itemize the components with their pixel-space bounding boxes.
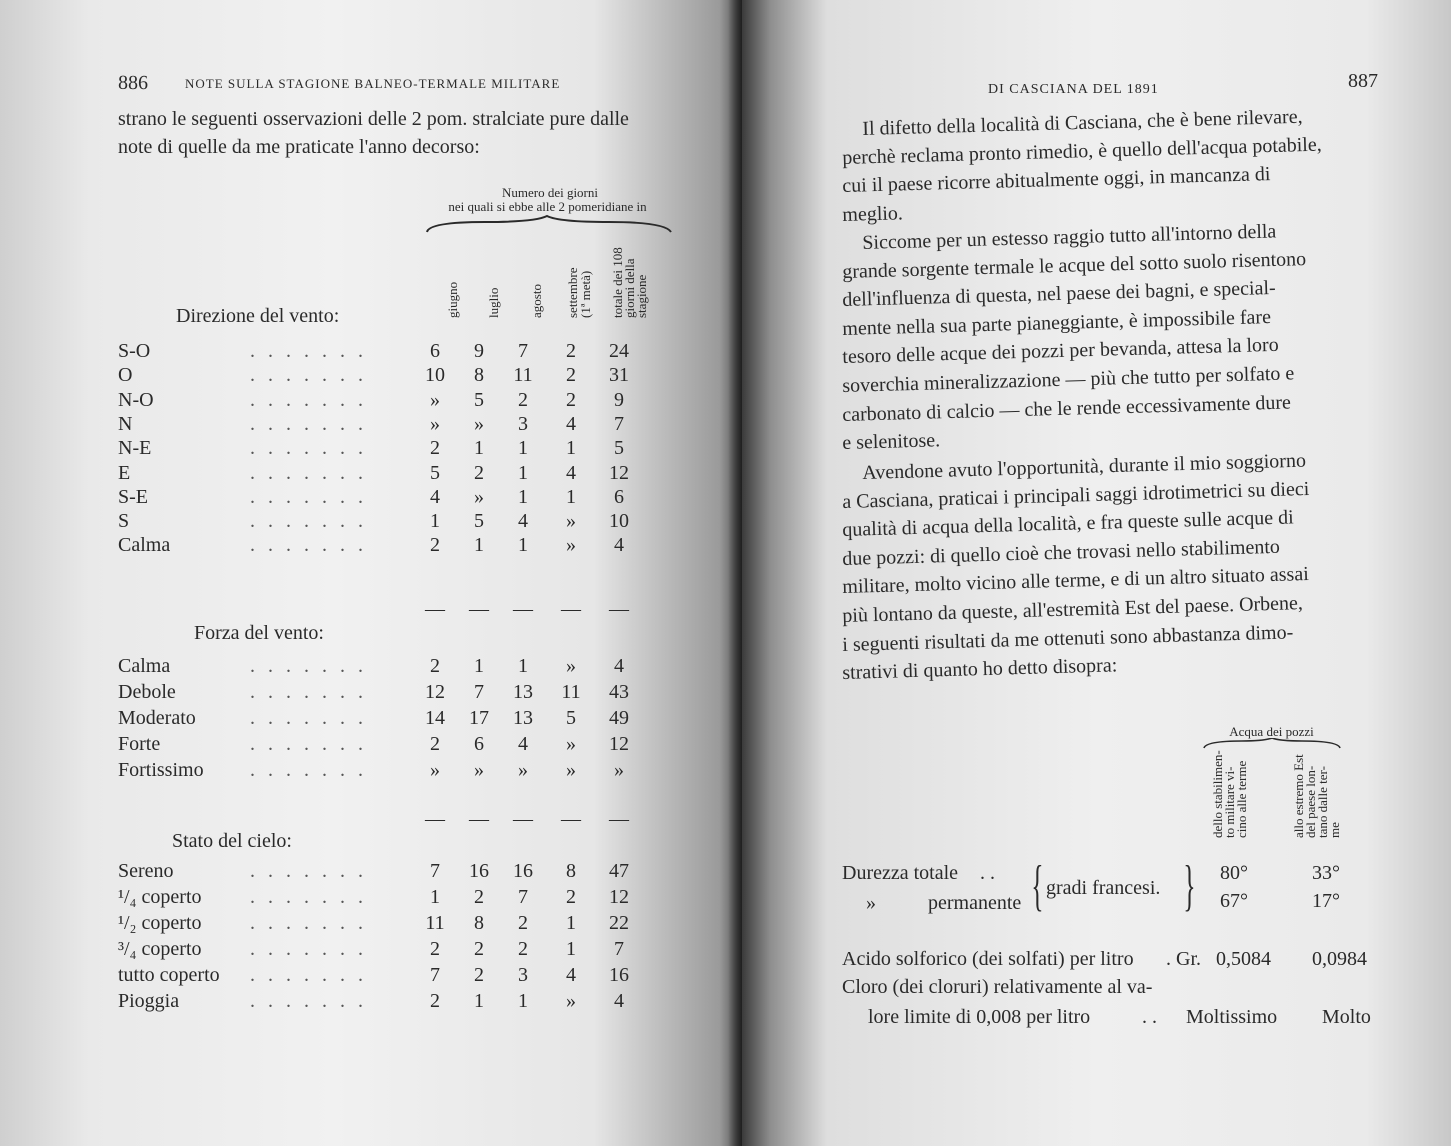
table-cell: 7 [518, 340, 528, 362]
acido-value-1: 0,5084 [1216, 948, 1271, 970]
leader-dots: . . . . . . . [250, 886, 367, 908]
paragraph-line: tesoro delle acque dei pozzi per bevanda, attesa la loro [842, 334, 1279, 369]
row-label: ³/₄ coperto [118, 938, 202, 960]
table-cell: 3 [518, 964, 528, 986]
table-cell: 2 [430, 733, 440, 755]
table-cell: 1 [474, 534, 484, 557]
paragraph-line: dell'influenza di questa, nel paese dei bagni, e special- [842, 277, 1276, 312]
table-cell: 2 [474, 886, 484, 908]
leader-dots: . . . . . . . [250, 412, 367, 435]
leader-dots: . . . . . . . [250, 733, 367, 755]
table-cell: 2 [566, 886, 576, 908]
table-cell: 4 [614, 534, 624, 557]
table-cell: 1 [518, 485, 528, 508]
table-cell: 2 [518, 912, 528, 934]
row-label: Calma [118, 655, 171, 677]
leader-dots: . . . . . . . [250, 990, 367, 1012]
cloro-label-line1: Cloro (dei cloruri) relativamente al va- [842, 976, 1153, 998]
table-cell: 1 [518, 461, 528, 484]
table-cell: » [474, 759, 484, 781]
paragraph-line: cui il paese ricorre abitualmente oggi, in mancanza di [842, 163, 1271, 198]
section-title: Forza del vento: [194, 622, 324, 644]
leader-dots: . . . . . . . [250, 860, 367, 882]
durezza-permanente-prefix: » [866, 892, 876, 914]
section-title: Direzione del vento: [176, 305, 340, 327]
table-cell: 43 [609, 681, 629, 703]
leader-dots: . . . . . . . [250, 388, 367, 411]
cloro-dots: . . [1142, 1006, 1157, 1028]
paragraph-line: perchè reclama pronto rimedio, è quello dell'acqua potabile, [842, 133, 1322, 169]
table-cell: » [566, 510, 576, 533]
separator-dash: — [561, 598, 581, 620]
leader-dots: . . . . . . . [250, 364, 367, 387]
row-label: Debole [118, 681, 176, 703]
table-cell: 22 [609, 912, 629, 934]
table-cell: 2 [566, 340, 576, 362]
table-cell: 16 [609, 964, 629, 986]
table-cell: 1 [430, 510, 440, 533]
row-label: Fortissimo [118, 759, 204, 781]
durezza-permanente-value-2: 17° [1312, 890, 1340, 912]
table-cell: 5 [430, 461, 440, 484]
leader-dots: . . . . . . . [250, 759, 367, 781]
left-brace: { [1031, 855, 1044, 917]
intro-line-1: strano le seguenti osservazioni delle 2 pom. stralciate pure dalle [118, 108, 629, 130]
table-cell: 47 [609, 860, 629, 882]
table-cell: » [430, 412, 440, 435]
durezza-totale-value-1: 80° [1220, 862, 1248, 884]
table-cell: 7 [614, 412, 624, 435]
table-cell: 2 [566, 388, 576, 411]
table-cell: 7 [614, 938, 624, 960]
intro-line-2: note di quelle da me praticate l'anno decorso: [118, 136, 480, 158]
right-page [742, 0, 1451, 1146]
table-cell: 5 [566, 707, 576, 729]
durezza-permanente-label: permanente [928, 892, 1022, 914]
table-cell: 6 [430, 340, 440, 362]
leader-dots: . . . . . . . [250, 964, 367, 986]
table-cell: 4 [518, 733, 528, 755]
separator-dash: — [425, 598, 445, 620]
table-cell: 17 [469, 707, 489, 729]
table-cell: 1 [518, 534, 528, 557]
table-cell: » [566, 534, 576, 557]
table-cell: 1 [474, 437, 484, 460]
section-title: Stato del cielo: [172, 830, 292, 852]
separator-dash: — [513, 808, 533, 830]
paragraph-line: a Casciana, praticai i principali saggi idrotimetrici su dieci [842, 477, 1310, 513]
leader-dots: . . . . . . . [250, 534, 367, 557]
table-cell: 1 [566, 437, 576, 460]
row-label: Moderato [118, 707, 196, 729]
table-cell: 10 [425, 364, 445, 387]
table-cell: 2 [430, 655, 440, 677]
table-cell: 10 [609, 510, 629, 533]
row-label: S-E [118, 485, 148, 508]
table-cell: 8 [566, 860, 576, 882]
table-cell: 1 [566, 912, 576, 934]
row-label: S-O [118, 340, 151, 362]
separator-dash: — [609, 598, 629, 620]
table-cell: 12 [609, 733, 629, 755]
table-cell: 9 [474, 340, 484, 362]
table-cell: 8 [474, 364, 484, 387]
table-cell: 1 [518, 655, 528, 677]
column-header-settembre: settembre (1ª metà) [565, 267, 593, 318]
table-cell: 2 [430, 437, 440, 460]
separator-dash: — [469, 598, 489, 620]
table-cell: » [430, 759, 440, 781]
durezza-dots: . . [980, 862, 995, 884]
table-cell: 2 [518, 388, 528, 411]
table-cell: 13 [513, 707, 533, 729]
water-column-stabilimento: dello stabilimen- to militare vi- cino alle terme [1210, 750, 1249, 838]
durezza-totale-value-2: 33° [1312, 862, 1340, 884]
paragraph-line: grande sorgente termale le acque del sotto suolo risentono [842, 247, 1307, 283]
table-cell: 2 [474, 461, 484, 484]
table-cell: 4 [518, 510, 528, 533]
paragraph-line: due pozzi: di quello cioè che trovasi nello stabilimento [842, 535, 1281, 570]
table-cell: 6 [614, 485, 624, 508]
table-cell: 2 [518, 938, 528, 960]
leader-dots: . . . . . . . [250, 655, 367, 677]
table-cell: 13 [513, 681, 533, 703]
table-cell: 1 [430, 886, 440, 908]
paragraph-line: qualità di acqua della località, e fra queste sulle acque di [842, 506, 1294, 542]
separator-dash: — [609, 808, 629, 830]
separator-dash: — [513, 598, 533, 620]
cloro-label-line2: lore limite di 0,008 per litro [868, 1006, 1091, 1028]
paragraph-line: i seguenti risultati da me ottenuti sono abbastanza dimo- [842, 620, 1294, 656]
column-header-giugno: giugno [445, 281, 460, 318]
durezza-totale-label: Durezza totale [842, 862, 959, 884]
table-cell: 4 [566, 964, 576, 986]
row-label: tutto coperto [118, 964, 220, 986]
paragraph-line: Avendone avuto l'opportunità, durante il mio soggiorno [862, 449, 1307, 484]
table-cell: 2 [474, 964, 484, 986]
table-cell: 1 [474, 655, 484, 677]
table-cell: 4 [430, 485, 440, 508]
row-label: Calma [118, 534, 171, 557]
row-label: Pioggia [118, 990, 180, 1012]
leader-dots: . . . . . . . [250, 340, 367, 362]
table-cell: » [566, 990, 576, 1012]
cloro-value-2: Molto [1322, 1006, 1371, 1028]
water-group-header: Acqua dei pozzi [1229, 724, 1314, 739]
paragraph-line: Il difetto della località di Casciana, che è bene rilevare, [862, 105, 1303, 140]
table-header-brace [425, 214, 675, 236]
table-cell: 11 [425, 912, 445, 934]
leader-dots: . . . . . . . [250, 681, 367, 703]
durezza-unit: gradi francesi. [1046, 877, 1161, 899]
table-cell: 5 [614, 437, 624, 460]
leader-dots: . . . . . . . [250, 707, 367, 729]
column-header-luglio: luglio [486, 287, 501, 318]
row-label: O [118, 364, 133, 387]
table-cell: 4 [566, 412, 576, 435]
page-number-left: 886 [117, 71, 149, 95]
paragraph-line: carbonato di calcio — che le rende eccessivamente dure [842, 391, 1292, 426]
table-cell: 8 [474, 912, 484, 934]
running-head-left: NOTE SULLA STAGIONE BALNEO-TERMALE MILITARE [185, 76, 561, 91]
separator-dash: — [469, 808, 489, 830]
table-cell: 16 [469, 860, 489, 882]
leader-dots: . . . . . . . [250, 912, 367, 934]
table-cell: 5 [474, 388, 484, 411]
row-label: N-O [118, 388, 154, 411]
table-cell: 7 [430, 860, 440, 882]
table-cell: 2 [474, 938, 484, 960]
table-cell: 7 [430, 964, 440, 986]
table-cell: 12 [609, 886, 629, 908]
table-cell: 12 [425, 681, 445, 703]
row-label: ¹/₄ coperto [118, 886, 202, 908]
table-cell: 1 [518, 437, 528, 460]
row-label: E [118, 461, 131, 484]
acido-label: Acido solforico (dei solfati) per litro [842, 948, 1134, 970]
row-label: ¹/₂ coperto [118, 912, 202, 934]
paragraph-line: e selenitose. [842, 429, 941, 455]
table-cell: 7 [474, 681, 484, 703]
table-cell: 2 [430, 534, 440, 557]
leader-dots: . . . . . . . [250, 938, 367, 960]
paragraph-line: militare, molto vicino alle terme, e di un altro situato assai [842, 563, 1310, 599]
table-cell: 11 [513, 364, 533, 387]
table-cell: » [474, 412, 484, 435]
leader-dots: . . . . . . . [250, 461, 367, 484]
table-cell: 11 [561, 681, 581, 703]
table-cell: 5 [474, 510, 484, 533]
table-cell: 6 [474, 733, 484, 755]
table-cell: 49 [609, 707, 629, 729]
table-cell: 4 [614, 655, 624, 677]
row-label: Forte [118, 733, 161, 755]
paragraph-line: meglio. [842, 202, 904, 226]
table-group-header-line2: nei quali si ebbe alle 2 pomeridiane in [448, 199, 647, 214]
table-cell: 9 [614, 388, 624, 411]
running-head-right: DI CASCIANA DEL 1891 [988, 82, 1159, 97]
table-cell: » [566, 655, 576, 677]
table-cell: 31 [609, 364, 629, 387]
water-column-estremo: allo estremo Est del paese lon- tano dalle ter- me [1291, 754, 1342, 838]
table-cell: 4 [566, 461, 576, 484]
table-cell: » [566, 759, 576, 781]
leader-dots: . . . . . . . [250, 485, 367, 508]
table-cell: » [474, 485, 484, 508]
table-cell: 16 [513, 860, 533, 882]
table-cell: 4 [614, 990, 624, 1012]
paragraph-line: soverchia mineralizzazione — più che tutto per solfato e [842, 362, 1295, 397]
table-cell: » [566, 733, 576, 755]
column-header-agosto: agosto [529, 284, 544, 318]
right-brace: } [1183, 855, 1196, 917]
table-cell: » [430, 388, 440, 411]
column-header-totale: totale dei 108 giorni della stagione [610, 247, 649, 318]
acido-value-2: 0,0984 [1312, 948, 1367, 970]
durezza-permanente-value-1: 67° [1220, 890, 1248, 912]
table-cell: 24 [609, 340, 629, 362]
page-number-right: 887 [1348, 70, 1378, 92]
table-group-header-line1: Numero dei giorni [501, 185, 599, 200]
acido-unit: . Gr. [1166, 948, 1201, 970]
separator-dash: — [561, 808, 581, 830]
table-cell: 7 [518, 886, 528, 908]
table-cell: 1 [474, 990, 484, 1012]
row-label: S [118, 510, 130, 533]
table-cell: 1 [566, 485, 576, 508]
leader-dots: . . . . . . . [250, 437, 367, 460]
separator-dash: — [425, 808, 445, 830]
table-cell: 1 [518, 990, 528, 1012]
cloro-value-1: Moltissimo [1186, 1006, 1278, 1028]
leader-dots: . . . . . . . [250, 510, 367, 533]
row-label: N-E [118, 437, 152, 460]
row-label: Sereno [118, 860, 174, 882]
table-cell: » [614, 759, 624, 781]
table-cell: 2 [566, 364, 576, 387]
paragraph-line: Siccome per un estesso raggio tutto all'intorno della [862, 220, 1277, 254]
water-header-brace [1202, 738, 1342, 750]
paragraph-line: più lontano da queste, all'estremità Est del paese. Orbene, [842, 592, 1304, 627]
row-label: N [118, 412, 133, 435]
table-cell: 3 [518, 412, 528, 435]
table-cell: » [518, 759, 528, 781]
table-cell: 14 [425, 707, 445, 729]
table-cell: 1 [566, 938, 576, 960]
table-cell: 12 [609, 461, 629, 484]
paragraph-line: mente nella sua parte pianeggiante, è impossibile fare [842, 305, 1272, 340]
paragraph-line: strativi di quanto ho detto disopra: [842, 654, 1118, 685]
table-cell: 2 [430, 938, 440, 960]
table-cell: 2 [430, 990, 440, 1012]
